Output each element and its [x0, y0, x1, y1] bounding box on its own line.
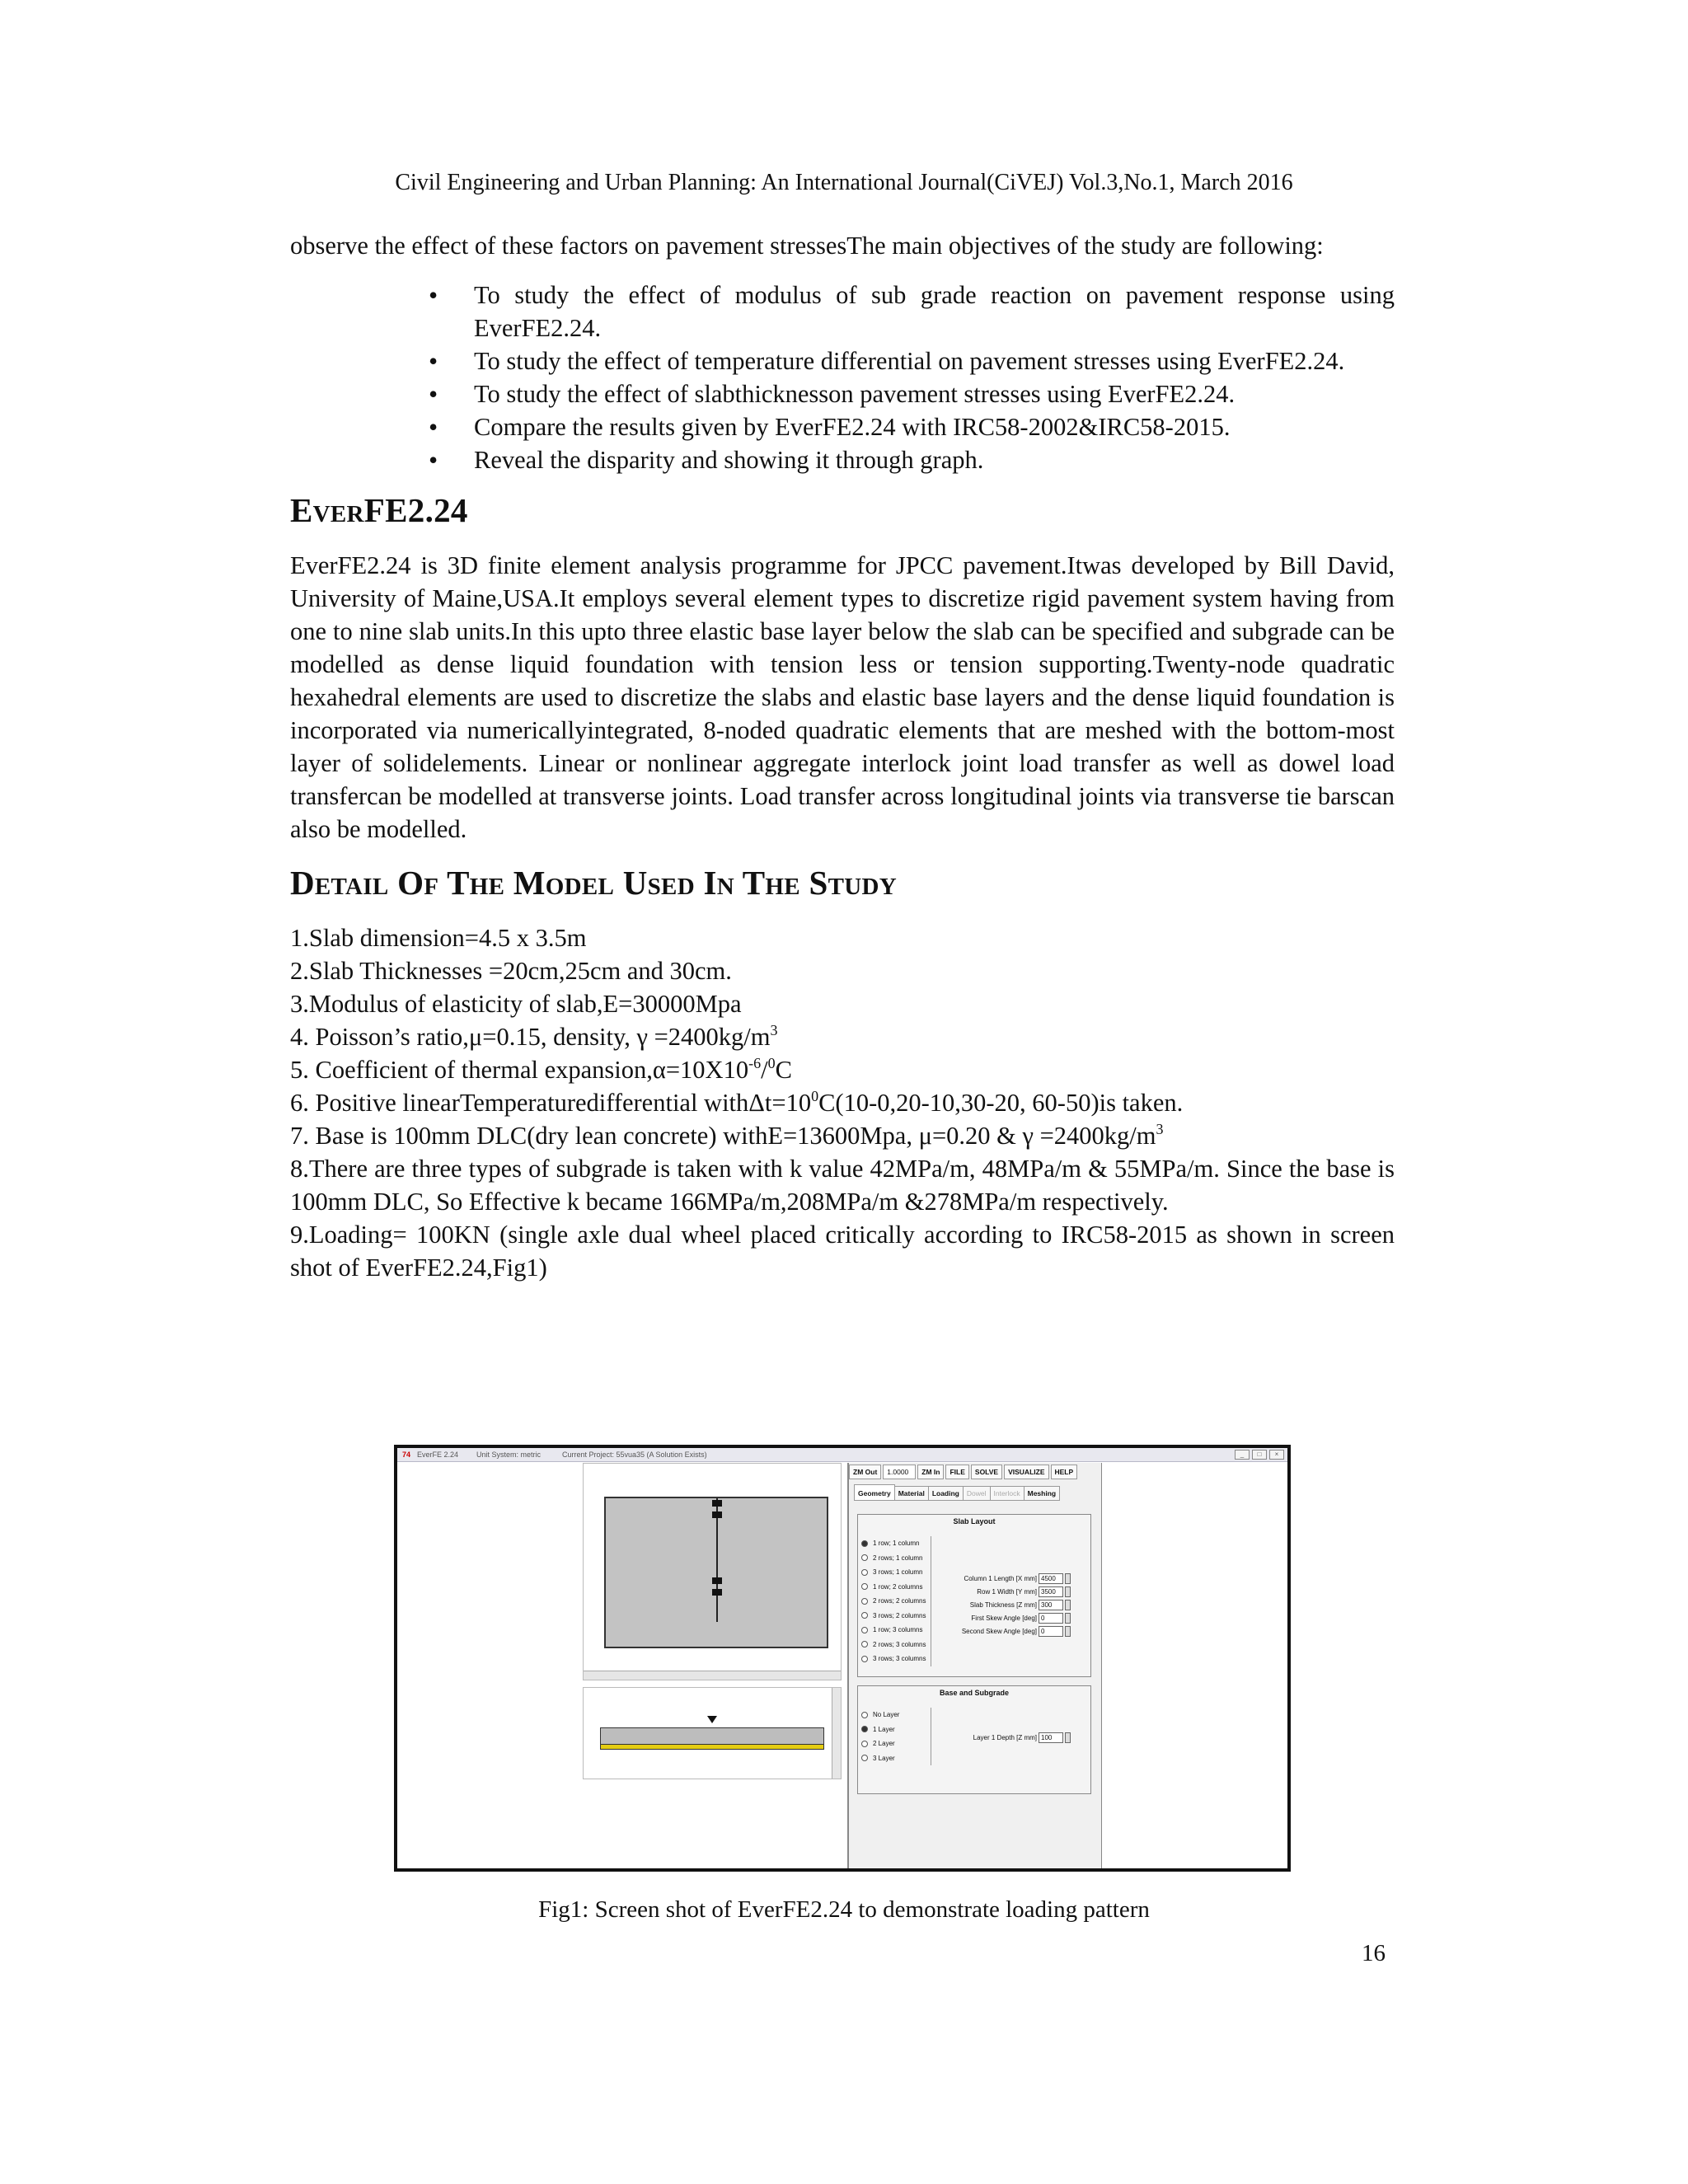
model-detail-list — [290, 921, 1395, 1284]
detail-item: 2.Slab Thicknesses =20cm,25cm and 30cm. — [290, 957, 732, 985]
window-titlebar — [397, 1448, 1287, 1462]
everfe-screenshot-figure — [394, 1445, 1291, 1872]
radio-option[interactable] — [861, 1736, 931, 1751]
param-label: Slab Thickness [Z mm] — [969, 1601, 1037, 1609]
radio-option[interactable] — [861, 1609, 931, 1624]
group-title: Base and Subgrade — [939, 1689, 1010, 1697]
tab-geometry[interactable]: Geometry — [854, 1484, 895, 1501]
intro-paragraph: observe the effect of these factors on pavement stressesThe main objectives of the study are following: — [290, 232, 1324, 260]
radio-label: 1 row; 2 columns — [873, 1582, 923, 1591]
param-row — [962, 1599, 1071, 1612]
app-title: EverFE 2.24 — [417, 1451, 459, 1459]
superscript: 3 — [1156, 1121, 1164, 1137]
radio-label: 2 Layer — [873, 1740, 895, 1747]
slab-layout-options — [861, 1536, 931, 1666]
wheel-marker — [712, 1589, 722, 1596]
superscript: 0 — [811, 1088, 819, 1104]
radio-icon — [861, 1569, 868, 1576]
maximize-icon[interactable]: □ — [1252, 1450, 1267, 1460]
base-parameters — [973, 1732, 1071, 1745]
tab-interlock[interactable]: Interlock — [990, 1486, 1025, 1501]
radio-icon — [861, 1583, 868, 1590]
detail-text: 5. Coefficient of thermal expansion,α=10X10 — [290, 1056, 749, 1084]
unit-system: Unit System: metric — [476, 1451, 542, 1459]
radio-icon — [861, 1741, 868, 1747]
horizontal-scrollbar[interactable] — [584, 1671, 841, 1680]
spinner-icon[interactable] — [1065, 1613, 1071, 1624]
detail-item: 9.Loading= 100KN (single axle dual wheel placed critically according to IRC58-2015 as shown in screen shot of EverFE2.24,Fig1) — [290, 1221, 1395, 1282]
detail-item: 1.Slab dimension=4.5 x 3.5m — [290, 924, 587, 952]
radio-icon — [861, 1612, 868, 1619]
wheel-marker — [712, 1577, 722, 1584]
zoom-in-button[interactable]: ZM In — [917, 1465, 944, 1479]
param-label: Second Skew Angle [deg] — [961, 1628, 1037, 1635]
vertical-scrollbar[interactable] — [832, 1688, 841, 1779]
slab-plan-view — [604, 1497, 828, 1648]
radio-label: 1 row; 1 column — [873, 1540, 920, 1547]
detail-text: 7. Base is 100mm DLC(dry lean concrete) withE=13600Mpa, μ=0.20 & γ =2400kg/m — [290, 1122, 1156, 1150]
param-row — [962, 1586, 1071, 1599]
menu-bar — [849, 1465, 1101, 1479]
objective-item: • To study the effect of temperature differential on pavement stresses using EverFE2.24. — [474, 344, 1395, 377]
radio-label: 2 rows; 3 columns — [873, 1640, 926, 1648]
radio-icon — [861, 1712, 868, 1718]
radio-label: 1 Layer — [873, 1725, 895, 1733]
param-row — [962, 1572, 1071, 1586]
detail-item — [290, 1119, 1395, 1152]
journal-header: Civil Engineering and Urban Planning: An International Journal(CiVEJ) Vol.3,No.1, March 2016 — [395, 170, 1293, 195]
objective-item: • Compare the results given by EverFE2.24 with IRC58-2002&IRC58-2015. — [474, 410, 1395, 443]
radio-label: 3 rows; 3 columns — [873, 1655, 926, 1662]
current-project: Current Project: 55vua35 (A Solution Exists) — [562, 1451, 707, 1459]
radio-icon — [861, 1755, 868, 1761]
window-controls — [1235, 1450, 1284, 1460]
slab-layout-group — [857, 1514, 1091, 1677]
radio-icon — [861, 1554, 868, 1561]
superscript: 3 — [770, 1022, 778, 1038]
spinner-icon[interactable] — [1065, 1573, 1071, 1584]
radio-label: 3 rows; 2 columns — [873, 1611, 926, 1619]
plan-view-panel[interactable] — [583, 1463, 842, 1680]
radio-selected-icon — [861, 1726, 868, 1732]
detail-text: C — [775, 1056, 792, 1084]
param-label: Layer 1 Depth [Z mm] — [973, 1734, 1037, 1741]
objective-item: • To study the effect of slabthicknesson pavement stresses using EverFE2.24. — [474, 377, 1395, 410]
spinner-icon[interactable] — [1065, 1586, 1071, 1597]
minimize-icon[interactable]: _ — [1235, 1450, 1250, 1460]
base-subgrade-group — [857, 1685, 1091, 1794]
radio-label: 2 rows; 1 column — [873, 1554, 923, 1562]
param-input[interactable]: 300 — [1039, 1600, 1063, 1610]
radio-option[interactable] — [861, 1594, 931, 1609]
param-label: Row 1 Width [Y mm] — [977, 1588, 1037, 1596]
section-view-panel[interactable] — [583, 1687, 842, 1779]
detail-text: 4. Poisson’s ratio,μ=0.15, density, γ =2400kg/m — [290, 1023, 771, 1051]
menu-visualize[interactable]: VISUALIZE — [1004, 1465, 1048, 1479]
radio-option[interactable] — [861, 1551, 931, 1566]
param-row — [973, 1732, 1071, 1745]
radio-option[interactable] — [861, 1536, 931, 1551]
tab-bar — [854, 1486, 1059, 1501]
param-label: Column 1 Length [X mm] — [964, 1575, 1037, 1582]
menu-solve[interactable]: SOLVE — [971, 1465, 1002, 1479]
base-layer-options — [861, 1708, 931, 1765]
radio-icon — [861, 1598, 868, 1605]
tab-loading[interactable]: Loading — [928, 1486, 964, 1501]
menu-file[interactable]: FILE — [945, 1465, 968, 1479]
spinner-icon[interactable] — [1065, 1600, 1071, 1610]
radio-icon — [861, 1641, 868, 1647]
radio-option[interactable] — [861, 1722, 931, 1737]
radio-option[interactable] — [861, 1708, 931, 1722]
detail-text: 6. Positive linearTemperaturedifferential withΔt=10 — [290, 1089, 812, 1117]
superscript: -6 — [748, 1055, 762, 1071]
tab-dowel[interactable]: Dowel — [963, 1486, 991, 1501]
detail-item — [290, 1086, 1395, 1119]
param-input[interactable]: 0 — [1039, 1613, 1063, 1624]
page-content — [290, 229, 1395, 1284]
base-layer-view — [600, 1744, 824, 1750]
radio-label: 3 rows; 1 column — [873, 1568, 923, 1576]
radio-label: No Layer — [873, 1711, 900, 1718]
radio-option[interactable] — [861, 1638, 931, 1652]
everfe-description: EverFE2.24 is 3D finite element analysis programme for JPCC pavement.Itwas developed by Bill David, University of Maine,USA.It employs several element types to discretize rigid pavement system having from one to nine slab units.In this upto three elastic base layer below the slab can be specified and subgrade can be modelled as dense liquid foundation with tension less or tension supporting.Twenty-node quadratic hexahedral elements are used to discretize the slabs and elastic base layers and the dense liquid foundation is incorporated via numericallyintegrated, 8-noded quadratic elements that are meshed with the bottom-most layer of solidelements. Linear or nonlinear aggregate interlock joint load transfer as well as dowel load transfercan be modelled at transverse joints. Load transfer across longitudinal joints via transverse tie barscan also be modelled. — [290, 551, 1395, 843]
param-input[interactable]: 3500 — [1039, 1586, 1063, 1597]
page-number: 16 — [1362, 1940, 1386, 1966]
detail-item: 3.Modulus of elasticity of slab,E=30000Mpa — [290, 990, 742, 1018]
menu-help[interactable]: HELP — [1051, 1465, 1078, 1479]
tab-material[interactable]: Material — [894, 1486, 929, 1501]
param-input[interactable]: 4500 — [1039, 1573, 1063, 1584]
spinner-icon[interactable] — [1065, 1626, 1071, 1637]
objective-item: • Reveal the disparity and showing it through graph. — [474, 443, 1395, 476]
spinner-icon[interactable] — [1065, 1732, 1071, 1743]
zoom-level-field[interactable]: 1.0000 — [883, 1465, 916, 1479]
figure-caption: Fig1: Screen shot of EverFE2.24 to demonstrate loading pattern — [538, 1896, 1150, 1923]
radio-label: 1 row; 3 columns — [873, 1626, 923, 1633]
radio-option[interactable] — [861, 1565, 931, 1580]
radio-icon — [861, 1627, 868, 1633]
param-input[interactable]: 100 — [1039, 1732, 1063, 1743]
detail-item — [290, 1053, 1395, 1086]
param-row — [962, 1625, 1071, 1638]
detail-text: / — [761, 1056, 768, 1084]
radio-label: 2 rows; 2 columns — [873, 1597, 926, 1605]
wheel-marker — [712, 1500, 722, 1507]
radio-option[interactable] — [861, 1652, 931, 1666]
detail-text: C(10-0,20-10,30-20, 60-50)is taken. — [818, 1089, 1184, 1117]
wheel-marker — [712, 1511, 722, 1518]
radio-icon — [861, 1656, 868, 1662]
load-arrow-icon — [707, 1716, 717, 1723]
control-panel — [847, 1463, 1102, 1868]
slab-parameters — [962, 1572, 1071, 1638]
detail-item: 8.There are three types of subgrade is taken with k value 42MPa/m, 48MPa/m & 55MPa/m. Since the base is 100mm DLC, So Effective k became 166MPa/m,208MPa/m &278MPa/m respectively. — [290, 1155, 1395, 1216]
slab-section-view — [600, 1727, 824, 1746]
param-row — [962, 1612, 1071, 1625]
objectives-list — [290, 279, 1395, 476]
radio-option[interactable] — [861, 1751, 931, 1766]
radio-label: 3 Layer — [873, 1754, 895, 1762]
tab-meshing[interactable]: Meshing — [1024, 1486, 1060, 1501]
radio-option[interactable] — [861, 1580, 931, 1595]
close-icon[interactable]: × — [1269, 1450, 1284, 1460]
app-logo-icon: 74 — [402, 1451, 411, 1459]
detail-item — [290, 1020, 1395, 1053]
radio-option[interactable] — [861, 1623, 931, 1638]
group-title: Slab Layout — [953, 1517, 996, 1526]
section-heading-model-detail: Detail Of The Model Used In The Study — [290, 864, 897, 902]
section-heading-everfe: EverFE2.24 — [290, 491, 468, 529]
radio-selected-icon — [861, 1540, 868, 1547]
param-label: First Skew Angle [deg] — [971, 1615, 1037, 1622]
superscript: 0 — [767, 1055, 776, 1071]
objective-item: • To study the effect of modulus of sub grade reaction on pavement response using EverFE2.24. — [474, 279, 1395, 344]
param-input[interactable]: 0 — [1039, 1626, 1063, 1637]
zoom-out-button[interactable]: ZM Out — [849, 1465, 881, 1479]
